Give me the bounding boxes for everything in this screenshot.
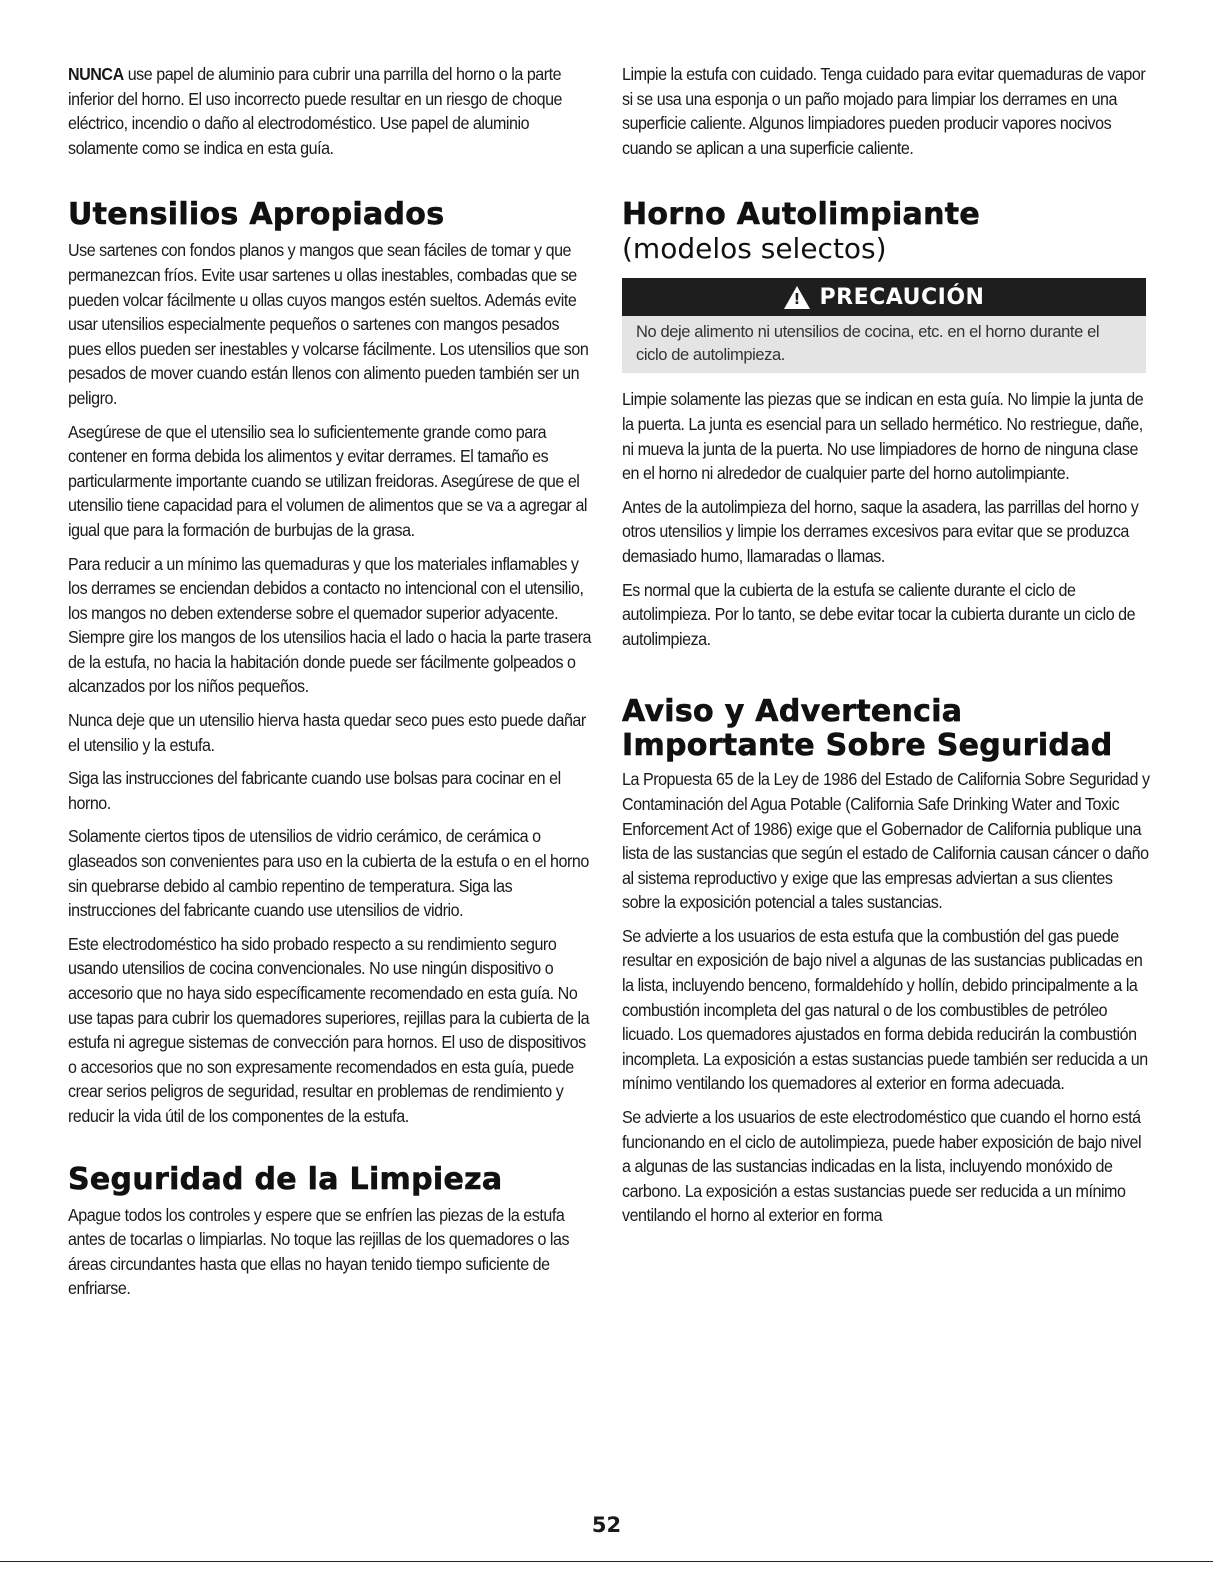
aviso-paragraph-1: La Propuesta 65 de la Ley de 1986 del Estado de California Sobre Seguridad y Contaminación del Agua Potable (California Safe Drinking Water and Toxic Enforcement Act of 1986) exige que el Gobernador de California publique una lista de las sustancias que según el estado de California causan cáncer o daño al sistema reproductivo y exige que las empresas adviertan a sus clientes sobre la exposición potencial a tales sustancias. [622,769,1150,913]
caution-box [622,278,1146,373]
aviso-paragraph-2: Se advierte a los usuarios de esta estufa que la combustión del gas puede resultar en exposición de bajo nivel a algunas de las sustancias publicadas en la lista, incluyendo benceno, formaldehído y hollín, debido principalmente a la combustión incompleta del gas natural o de los combustibles de petróleo licuado. Los quemadores ajustados en forma debida reducirán la combustión incompleta. La exposición a estas sustancias puede también ser reducida a un mínimo ventilando los quemadores al exterior en forma adecuada. [622,925,1148,1094]
limpieza-paragraph-1: Apague todos los controles y espere que se enfríen las piezas de la estufa antes de tocarlas o limpiarlas. No toque las rejillas de los quemadores o las áreas circundantes hasta que ellas no hayan tenido tiempo suficiente de enfriarse. [68,1204,570,1299]
utensilios-paragraph-6: Solamente ciertos tipos de utensilios de vidrio cerámico, de cerámica o glaseados son convenientes para uso en la cubierta de la estufa o en el horno sin quebrarse debido al cambio repentino de temperatura. Siga las instrucciones del fabricante cuando use utensilios de vidrio. [68,826,589,921]
caution-text: No deje alimento ni utensilios de cocina, etc. en el horno durante el ciclo de autolimpieza. [622,316,1146,373]
aluminum-warning-paragraph [68,62,594,160]
caution-header [622,278,1146,316]
horno-subheading: (modelos selectos) [622,232,887,266]
utensilios-paragraph-2: Asegúrese de que el utensilio sea lo suficientemente grande como para contener en forma debida los alimentos y evitar derrames. El tamaño es particularmente importante cuando se utilizan freidoras. Asegúrese de que el utensilio tiene capacidad para el volumen de alimentos que se va a agregar al igual que para la formación de burbujas de la grasa. [68,421,588,540]
utensilios-paragraph-7: Este electrodoméstico ha sido probado respecto a su rendimiento seguro usando utensilios de cocina convencionales. No use ningún dispositivo o accesorio que no haya sido específicamente recomendado en esta guía. No use tapas para cubrir los quemadores superiores, rejillas para la cubierta de la estufa ni agregue sistemas de convección para hornos. El uso de dispositivos o accesorios que no son expresamente recomendados en esta guía, puede crear serios peligros de seguridad, resultar en problemas de rendimiento y reducir la vida útil de los componentes de la estufa. [68,933,590,1126]
limpieza-heading: Seguridad de la Limpieza [68,1161,503,1197]
utensilios-paragraph-1: Use sartenes con fondos planos y mangos que sean fáciles de tomar y que permanezcan fríos. Evite usar sartenes u ollas inestables, combadas que se pueden volcar fácilmente u ollas cuyos mangos estén sueltos. Además evite usar utensilios especialmente pequeños o sartenes con mangos pesados pues ellos pueden ser inestables y volcarse fácilmente. Los utensilios que son pesados de mover cuando están llenos con alimento pueden también ser un peligro. [68,240,589,408]
aviso-heading-line-2: Importante Sobre Seguridad [622,728,1113,764]
aviso-heading-line-1: Aviso y Advertencia [622,694,963,730]
cleaning-care-paragraph: Limpie la estufa con cuidado. Tenga cuidado para evitar quemaduras de vapor si se usa una esponja o un paño mojado para limpiar los derrames en una superficie caliente. Algunos limpiadores pueden producir vapores nocivos cuando se aplican a una superficie caliente. [622,64,1146,158]
aviso-paragraph-3: Se advierte a los usuarios de este electrodoméstico que cuando el horno está funcionando en el ciclo de autolimpieza, puede haber exposición de bajo nivel a algunas de las sustancias indicadas en la lista, incluyendo monóxido de carbono. La exposición a estas sustancias puede ser reducida a un mínimo ventilando el horno al exterior en forma [622,1107,1142,1226]
utensilios-heading: Utensilios Apropiados [68,197,445,233]
warning-triangle-icon: ! [784,286,810,309]
right-column [622,62,1148,1237]
utensilios-paragraph-4: Nunca deje que un utensilio hierva hasta quedar seco pues esto puede dañar el utensilio y la estufa. [68,710,586,755]
bottom-rule [0,1561,1213,1562]
horno-paragraph-1: Limpie solamente las piezas que se indican en esta guía. No limpie la junta de la puerta. La junta es esencial para un sellado hermético. No restriegue, dañe, ni mueva la junta de la puerta. No use limpiadores de horno de ninguna clase en el horno ni alrededor de cualquier parte del horno autolimpiante. [622,389,1144,484]
page-number: 52 [591,1513,622,1537]
left-column [68,62,592,1310]
utensilios-paragraph-5: Siga las instrucciones del fabricante cuando use bolsas para cocinar en el horno. [68,768,561,813]
horno-paragraph-2: Antes de la autolimpieza del horno, saque la asadera, las parrillas del horno y otros utensilios y limpie los derrames excesivos para evitar que se produzca demasiado humo, llamaradas o llamas. [622,496,1139,566]
horno-heading: Horno Autolimpiante [622,197,981,233]
caution-title: PRECAUCIÓN [819,284,985,310]
utensilios-paragraph-3: Para reducir a un mínimo las quemaduras y que los materiales inflamables y los derrames se enciendan debidos a contacto no intencional con el utensilio, los mangos no deben extenderse sobre el quemador superior adyacente. Siempre gire los mangos de los utensilios hacia el lado o hacia la parte trasera de la estufa, no hacia la habitación donde puede ser fácilmente golpeados o alcanzados por los niños pequeños. [68,553,591,697]
aluminum-warning-text: use papel de aluminio para cubrir una parrilla del horno o la parte inferior del horno. El uso incorrecto puede resultar en un riesgo de choque eléctrico, incendio o daño al electrodoméstico. Use papel de aluminio solamente como se indica en esta guía. [68,64,563,158]
horno-paragraph-3: Es normal que la cubierta de la estufa se caliente durante el ciclo de autolimpieza. Por lo tanto, se debe evitar tocar la cubierta durante un ciclo de autolimpieza. [622,579,1136,649]
nunca-lead: NUNCA [68,64,124,84]
